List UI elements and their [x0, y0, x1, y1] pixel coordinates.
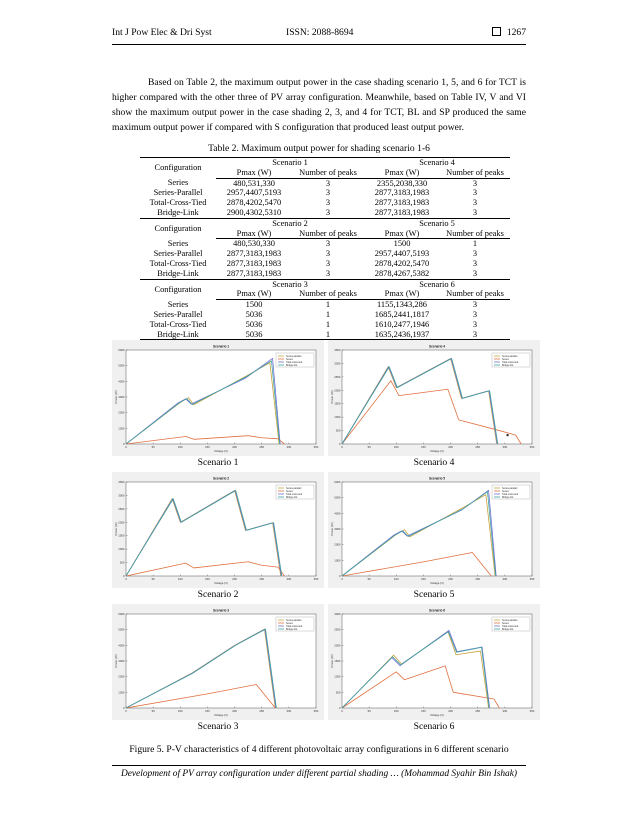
- table-cell: 2877,3183,1983: [226, 258, 282, 268]
- y-tick-label: 0: [338, 574, 341, 578]
- pv-chart: [112, 472, 324, 600]
- table-cell: Series-Parallel: [153, 309, 203, 319]
- y-tick-label: 1000: [118, 547, 125, 552]
- table-cell: 2355,2038,330: [376, 178, 428, 188]
- scenario-right: Scenario 5: [364, 218, 510, 228]
- x-tick-label: 0: [125, 577, 127, 581]
- x-tick-label: 300: [286, 445, 292, 449]
- scenario-left: Scenario 2: [216, 218, 364, 228]
- column-header: Pmax (W): [216, 289, 292, 299]
- y-tick-label: 3000: [118, 395, 125, 399]
- table-cell: 3: [325, 258, 331, 268]
- y-tick-label: 3000: [118, 659, 125, 663]
- x-tick-label: 350: [529, 445, 535, 449]
- chart-legend: [492, 485, 530, 499]
- column-header: Pmax (W): [216, 168, 292, 178]
- table-cell: Series: [167, 239, 189, 249]
- table-cell: 3: [472, 309, 478, 319]
- legend-entry: Series: [502, 357, 509, 361]
- y-axis-label: Power (W): [114, 522, 118, 536]
- legend-entry: Total-cross-tied: [286, 624, 303, 628]
- table-cell: Total-Cross-Tied: [149, 258, 207, 268]
- legend-entry: Total-cross-tied: [502, 624, 519, 628]
- x-tick-label: 0: [341, 577, 343, 581]
- table-row: [140, 198, 510, 208]
- legend-entry: Series-parallel: [286, 354, 302, 358]
- table-cell: 1: [325, 319, 331, 329]
- table-cell: 5036: [216, 330, 292, 340]
- y-tick-label: 1500: [334, 401, 341, 406]
- table-cell: 1610,2477,1946: [374, 319, 430, 329]
- y-axis-label: Power (W): [114, 654, 118, 668]
- x-tick-label: 50: [367, 577, 371, 581]
- y-axis-label: Power (W): [330, 654, 334, 668]
- y-axis-label: Power (W): [330, 390, 334, 404]
- x-tick-label: 100: [177, 709, 183, 713]
- scenario-label: Scenario 4: [413, 457, 455, 468]
- table-cell: Series: [167, 299, 189, 309]
- y-tick-label: 1000: [118, 426, 125, 431]
- legend-entry: Total-cross-tied: [286, 360, 303, 364]
- scenario-left: Scenario 1: [216, 158, 364, 168]
- x-tick-label: 200: [232, 577, 237, 581]
- y-tick-label: 0: [122, 706, 125, 710]
- table-cell: 3: [472, 188, 478, 198]
- legend-entry: Series-parallel: [502, 486, 518, 490]
- x-tick-label: 350: [529, 709, 535, 713]
- x-tick-label: 50: [151, 577, 155, 581]
- y-tick-label: 3000: [334, 612, 341, 616]
- y-tick-label: 2000: [334, 643, 341, 648]
- table-row: [140, 208, 510, 218]
- x-tick-label: 250: [475, 577, 481, 581]
- x-tick-label: 150: [205, 577, 210, 581]
- table-cell: 3: [472, 249, 478, 259]
- x-tick-label: 150: [421, 577, 426, 581]
- y-axis-label: Power (W): [330, 522, 334, 536]
- table-row: [140, 249, 510, 259]
- table-row: [140, 330, 510, 340]
- column-header: Number of peaks: [292, 289, 364, 299]
- chart-panel: [328, 472, 540, 600]
- table-cell: 480,530,330: [233, 239, 275, 249]
- table-row: [140, 188, 510, 198]
- x-tick-label: 250: [475, 445, 481, 449]
- table-cell: 1155,1343,286: [377, 300, 427, 310]
- datatip-marker: [506, 434, 508, 436]
- x-tick-label: 200: [232, 445, 237, 449]
- table-cell: 2877,3183,1983: [226, 249, 282, 259]
- table-cell: Bridge-Link: [157, 207, 199, 217]
- scenario-right: Scenario 6: [364, 279, 510, 289]
- y-axis-label: Power (W): [114, 390, 118, 404]
- y-tick-label: 2000: [118, 410, 125, 415]
- y-tick-label: 3000: [334, 527, 341, 531]
- x-axis-label: Voltage (V): [214, 581, 228, 585]
- table-cell: Series: [167, 178, 189, 188]
- table-cell: 1500: [245, 300, 263, 310]
- x-tick-label: 350: [313, 577, 319, 581]
- table-cell: Bridge-Link: [157, 268, 199, 278]
- body-paragraph: Based on Table 2, the maximum output power in the case shading scenario 1, 5, and 6 for TCT is higher compared with the other three of PV array configuration. Meanwhile, based on Table IV, V and VI show the maximum output power in the case shading 2, 3, and 4 for TCT, BL and SP produced the same maximum output power if compared with S configuration that produced least output power.: [112, 77, 526, 133]
- legend-entry: Bridge-link: [502, 495, 514, 499]
- y-tick-label: 4000: [118, 643, 125, 648]
- x-tick-label: 200: [232, 709, 237, 713]
- y-tick-label: 2000: [334, 388, 341, 393]
- x-tick-label: 300: [502, 577, 508, 581]
- column-header: Number of peaks: [440, 229, 510, 239]
- y-tick-label: 2000: [334, 542, 341, 547]
- legend-entry: Series: [286, 357, 293, 361]
- figure-caption: Figure 5. P-V characteristics of 4 different photovoltaic array configurations in 6 different scenario: [129, 744, 509, 755]
- table-cell: 3: [325, 207, 331, 217]
- y-tick-label: 4000: [118, 379, 125, 384]
- table-cell: 1: [325, 300, 331, 310]
- legend-entry: Total-cross-tied: [502, 360, 519, 364]
- table-cell: Series-Parallel: [153, 249, 203, 259]
- y-tick-label: 6000: [334, 480, 341, 484]
- x-tick-label: 100: [177, 445, 183, 449]
- chart-panel: [112, 472, 324, 600]
- y-tick-label: 0: [338, 706, 341, 710]
- x-tick-label: 300: [286, 577, 292, 581]
- column-header: Number of peaks: [292, 229, 364, 239]
- y-tick-label: 2500: [334, 374, 341, 379]
- table-cell: 2878,4267,5382: [374, 268, 430, 278]
- table-cell: 3: [325, 178, 331, 188]
- table-cell: 1: [292, 330, 364, 340]
- table-cell: 3: [472, 178, 478, 188]
- legend-entry: Bridge-link: [502, 363, 514, 367]
- table-cell: Total-Cross-Tied: [149, 198, 207, 208]
- x-tick-label: 0: [125, 709, 127, 713]
- table-row: [140, 178, 510, 188]
- chart-legend: [276, 353, 314, 367]
- column-header: Pmax (W): [364, 229, 440, 239]
- header-rule: [112, 44, 526, 45]
- y-tick-label: 500: [335, 690, 341, 695]
- x-tick-label: 100: [393, 445, 399, 449]
- chart-title: Scenario 5: [428, 476, 446, 481]
- table-cell: 3: [325, 188, 331, 198]
- x-axis-label: Voltage (V): [430, 713, 444, 717]
- table-cell: 3: [325, 239, 331, 249]
- y-tick-label: 1000: [334, 415, 341, 420]
- y-tick-label: 500: [335, 428, 341, 433]
- table-cell: 3: [472, 268, 478, 278]
- scenario-label: Scenario 6: [413, 721, 455, 732]
- page-number: 1267: [506, 27, 526, 38]
- table-cell: Series-Parallel: [153, 188, 203, 198]
- table-cell: 1500: [393, 239, 411, 249]
- table-row: [140, 239, 510, 249]
- y-tick-label: 1500: [118, 533, 125, 538]
- table-cell: 2877,3183,1983: [374, 207, 430, 217]
- chart-title: Scenario 3: [212, 608, 230, 613]
- legend-entry: Bridge-link: [502, 627, 514, 631]
- scenario-label: Scenario 3: [197, 721, 239, 732]
- table-cell: 2877,3183,1983: [226, 268, 282, 278]
- checkbox-icon: [492, 27, 501, 36]
- y-tick-label: 3500: [118, 480, 125, 484]
- x-tick-label: 150: [421, 709, 426, 713]
- legend-entry: Series: [502, 621, 509, 625]
- legend-entry: Series: [286, 621, 293, 625]
- x-tick-label: 350: [529, 577, 535, 581]
- x-axis-label: Voltage (V): [430, 581, 444, 585]
- table-cell: 3: [472, 319, 478, 329]
- pv-chart: [112, 604, 324, 732]
- x-tick-label: 100: [177, 577, 183, 581]
- legend-entry: Bridge-link: [286, 627, 298, 631]
- x-tick-label: 150: [205, 709, 210, 713]
- x-tick-label: 300: [286, 709, 292, 713]
- table-caption: Table 2. Maximum output power for shading scenario 1-6: [208, 143, 430, 154]
- x-axis-label: Voltage (V): [214, 449, 228, 453]
- y-tick-label: 1000: [334, 674, 341, 679]
- x-tick-label: 100: [393, 709, 399, 713]
- table-cell: 3: [325, 249, 331, 259]
- scenario-label: Scenario 5: [413, 589, 455, 600]
- table-cell: 2878,4202,5470: [226, 198, 282, 208]
- journal-name: Int J Pow Elec & Dri Syst: [112, 27, 212, 38]
- legend-entry: Series-parallel: [502, 354, 518, 358]
- chart-title: Scenario 1: [212, 344, 230, 349]
- chart-panel: [112, 340, 324, 468]
- table-cell: 3: [325, 198, 331, 208]
- x-axis-label: Voltage (V): [430, 449, 444, 453]
- x-tick-label: 50: [151, 445, 155, 449]
- column-header: Number of peaks: [292, 168, 364, 178]
- x-tick-label: 250: [259, 709, 265, 713]
- y-tick-label: 3000: [334, 361, 341, 366]
- y-tick-label: 500: [119, 560, 125, 565]
- pv-chart: [112, 340, 324, 468]
- legend-entry: Series: [502, 489, 509, 493]
- chart-panel: [112, 604, 324, 732]
- table-cell: 3: [440, 330, 510, 340]
- x-tick-label: 100: [393, 577, 399, 581]
- table-cell: 3: [472, 198, 478, 208]
- chart-panel: [328, 340, 540, 468]
- table-cell: 1685,2441,1817: [374, 309, 430, 319]
- scenario-label: Scenario 1: [197, 457, 239, 468]
- y-tick-label: 6000: [118, 348, 125, 352]
- column-header: Pmax (W): [364, 168, 440, 178]
- y-tick-label: 2000: [118, 520, 125, 525]
- y-tick-label: 1000: [334, 558, 341, 563]
- table-cell: 2877,3183,1983: [374, 188, 430, 198]
- x-tick-label: 50: [151, 709, 155, 713]
- chart-legend: [492, 617, 530, 631]
- table-cell: 3: [472, 300, 478, 310]
- table-row: [140, 259, 510, 269]
- results-table: [140, 157, 510, 340]
- x-axis-label: Voltage (V): [214, 713, 228, 717]
- chart-title: Scenario 4: [428, 344, 446, 349]
- table-cell: 3: [325, 268, 331, 278]
- legend-entry: Bridge-link: [286, 363, 298, 367]
- y-tick-label: 0: [122, 442, 125, 446]
- y-tick-label: 1500: [334, 659, 341, 663]
- chart-legend: [276, 485, 314, 499]
- table-row: [140, 269, 510, 279]
- scenario-right: Scenario 4: [364, 158, 510, 168]
- chart-panel: [328, 604, 540, 732]
- legend-entry: Series-parallel: [286, 486, 302, 490]
- legend-entry: Series-parallel: [286, 618, 302, 622]
- x-tick-label: 0: [125, 445, 127, 449]
- running-header: [112, 27, 526, 41]
- table-cell: 2957,4407,5193: [374, 249, 430, 259]
- column-header: Number of peaks: [440, 289, 510, 299]
- x-tick-label: 250: [259, 445, 265, 449]
- table-row: [140, 310, 510, 320]
- column-header: Pmax (W): [364, 289, 440, 299]
- chart-legend: [492, 353, 530, 367]
- x-tick-label: 50: [367, 709, 371, 713]
- legend-entry: Total-cross-tied: [502, 492, 519, 496]
- legend-entry: Total-cross-tied: [286, 492, 303, 496]
- legend-entry: Series: [286, 489, 293, 493]
- table-scenario-row: [140, 279, 510, 289]
- x-tick-label: 0: [341, 709, 343, 713]
- table-scenario-row: [140, 218, 510, 228]
- config-header: Configuration: [140, 279, 216, 300]
- figure-5: [112, 340, 535, 732]
- table-cell: 5036: [245, 319, 263, 329]
- legend-entry: Bridge-link: [286, 495, 298, 499]
- table-cell: 5036: [245, 309, 263, 319]
- x-tick-label: 250: [475, 709, 481, 713]
- x-tick-label: 200: [448, 445, 453, 449]
- column-header: Number of peaks: [440, 168, 510, 178]
- y-tick-label: 5000: [118, 363, 125, 368]
- table-cell: 2878,4202,5470: [374, 258, 430, 268]
- issn-text: ISSN: 2088-8694: [286, 27, 354, 38]
- footer-rule: [112, 765, 526, 766]
- table-cell: 2900,4302,5310: [226, 207, 282, 217]
- y-tick-label: 0: [122, 574, 125, 578]
- table-cell: 1: [325, 309, 331, 319]
- scenario-label: Scenario 2: [197, 589, 239, 600]
- y-tick-label: 0: [338, 442, 341, 446]
- column-header: Pmax (W): [216, 229, 292, 239]
- config-header: Configuration: [140, 218, 216, 239]
- table-cell: 2877,3183,1983: [374, 198, 430, 208]
- y-tick-label: 3500: [334, 348, 341, 352]
- x-tick-label: 150: [205, 445, 210, 449]
- y-tick-label: 5000: [118, 627, 125, 632]
- x-tick-label: 200: [448, 709, 453, 713]
- table-cell: Bridge-Link: [140, 330, 216, 340]
- x-tick-label: 300: [502, 445, 508, 449]
- y-tick-label: 2500: [334, 627, 341, 632]
- table-row: [140, 300, 510, 310]
- table-cell: 3: [472, 207, 478, 217]
- running-footer: Development of PV array configuration under different partial shading … (Mohammad Syahir Bin Ishak): [120, 769, 518, 779]
- chart-title: Scenario 2: [212, 476, 230, 481]
- page-number-group: [492, 27, 526, 38]
- x-tick-label: 200: [448, 577, 453, 581]
- pv-chart: [328, 340, 540, 468]
- chart-title: Scenario 6: [428, 608, 446, 613]
- chart-legend: [276, 617, 314, 631]
- table-cell: Total-Cross-Tied: [149, 319, 207, 329]
- x-tick-label: 50: [367, 445, 371, 449]
- table-cell: 2957,4407,5193: [226, 188, 282, 198]
- x-tick-label: 350: [313, 445, 319, 449]
- table-cell: 3: [472, 258, 478, 268]
- x-tick-label: 150: [421, 445, 426, 449]
- x-tick-label: 0: [341, 445, 343, 449]
- table-row: [140, 320, 510, 330]
- table-scenario-row: [140, 158, 510, 168]
- x-tick-label: 350: [313, 709, 319, 713]
- y-tick-label: 2500: [118, 506, 125, 511]
- config-header: Configuration: [140, 158, 216, 179]
- legend-entry: Series-parallel: [502, 618, 518, 622]
- x-tick-label: 300: [502, 709, 508, 713]
- y-tick-label: 5000: [334, 495, 341, 500]
- y-tick-label: 1000: [118, 690, 125, 695]
- y-tick-label: 6000: [118, 612, 125, 616]
- table-cell: 1635,2436,1937: [364, 330, 440, 340]
- x-tick-label: 250: [259, 577, 265, 581]
- pv-chart: [328, 472, 540, 600]
- y-tick-label: 3000: [118, 493, 125, 498]
- y-tick-label: 2000: [118, 674, 125, 679]
- table-cell: 480,531,330: [233, 178, 275, 188]
- scenario-left: Scenario 3: [216, 279, 364, 289]
- table-cell: 1: [472, 239, 478, 249]
- pv-chart: [328, 604, 540, 732]
- y-tick-label: 4000: [334, 511, 341, 516]
